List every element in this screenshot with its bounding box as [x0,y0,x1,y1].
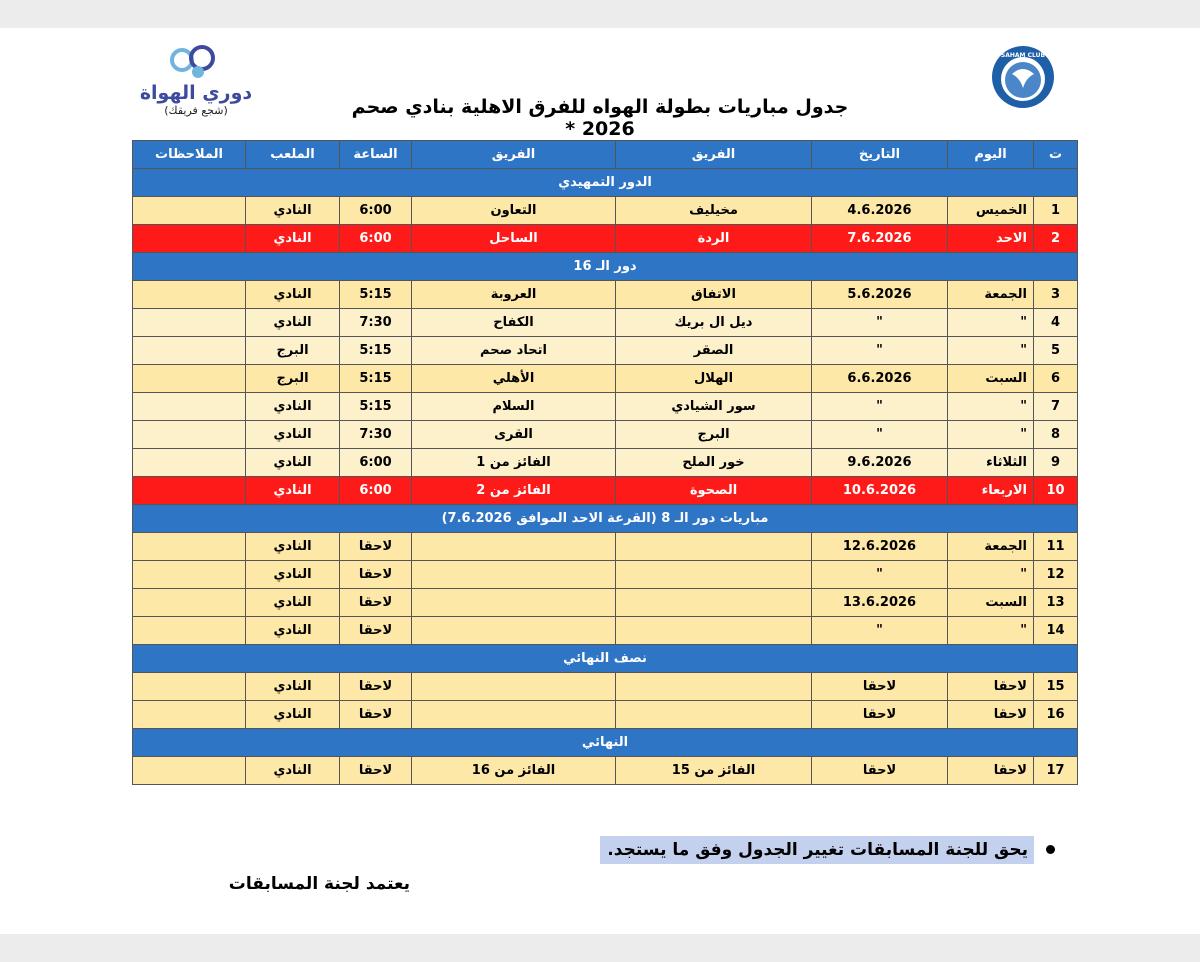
page-title: جدول مباريات بطولة الهواه للفرق الاهلية بنادي صحم 2026 * [351,96,849,140]
saham-club-logo [990,44,1056,110]
cell-notes [133,701,246,729]
cell-notes [133,561,246,589]
cell-venue: النادي [246,393,340,421]
cell-notes [133,673,246,701]
cell-date: 6.6.2026 [812,365,948,393]
league-slogan: (شجع فريقك) [164,104,228,117]
header-venue: الملعب [246,141,340,169]
cell-time: 6:00 [340,449,412,477]
cell-num: 5 [1034,337,1078,365]
cell-time: لاحقا [340,757,412,785]
cell-time: لاحقا [340,589,412,617]
cell-team2 [412,673,616,701]
section-title: النهائي [133,729,1078,757]
approval-signature: يعتمد لجنة المسابقات [228,874,410,894]
table-row [133,281,1078,309]
cell-date: لاحقا [812,673,948,701]
cell-notes [133,589,246,617]
cell-team2 [412,533,616,561]
header-notes: الملاحظات [133,141,246,169]
table-row [133,617,1078,645]
cell-notes [133,477,246,505]
cell-num: 9 [1034,449,1078,477]
cell-notes [133,281,246,309]
cell-team1 [616,617,812,645]
cell-time: 6:00 [340,477,412,505]
cell-notes [133,533,246,561]
table-header-row [133,141,1078,169]
cell-team2: الفائز من 2 [412,477,616,505]
cell-venue: النادي [246,225,340,253]
cell-venue: النادي [246,757,340,785]
cell-date: 13.6.2026 [812,589,948,617]
cell-time: 7:30 [340,309,412,337]
cell-team2: الفائز من 1 [412,449,616,477]
table-row [133,673,1078,701]
cell-day: الخميس [948,197,1034,225]
cell-day: الثلاثاء [948,449,1034,477]
cell-team2: التعاون [412,197,616,225]
cell-num: 15 [1034,673,1078,701]
cell-team2: اتحاد صحم [412,337,616,365]
section-title: مباريات دور الـ 8 (القرعة الاحد الموافق 7.6.2026) [133,505,1078,533]
cell-notes [133,757,246,785]
cell-venue: النادي [246,309,340,337]
table-row [133,197,1078,225]
cell-day: السبت [948,365,1034,393]
cell-notes [133,393,246,421]
cell-num: 14 [1034,617,1078,645]
cell-notes [133,617,246,645]
cell-team2: الساحل [412,225,616,253]
table-row [133,393,1078,421]
cell-num: 11 [1034,533,1078,561]
club-logo-text: SAHAM CLUB [1000,52,1046,59]
cell-team1: مخيليف [616,197,812,225]
cell-num: 16 [1034,701,1078,729]
schedule-change-note: يحق للجنة المسابقات تغيير الجدول وفق ما يستجد. [600,836,1034,864]
cell-date: 12.6.2026 [812,533,948,561]
cell-time: لاحقا [340,561,412,589]
cell-date: " [812,617,948,645]
cell-num: 2 [1034,225,1078,253]
cell-team2: الكفاح [412,309,616,337]
table-row [133,589,1078,617]
cell-venue: البرج [246,365,340,393]
cell-venue: البرج [246,337,340,365]
header-date: التاريخ [812,141,948,169]
cell-notes [133,225,246,253]
cell-date: " [812,421,948,449]
cell-date: " [812,561,948,589]
cell-venue: النادي [246,421,340,449]
section-row [133,169,1078,197]
cell-day: الجمعة [948,533,1034,561]
cell-day: لاحقا [948,757,1034,785]
cell-day: " [948,337,1034,365]
cell-team1: خور الملح [616,449,812,477]
cell-venue: النادي [246,281,340,309]
cell-team1 [616,701,812,729]
table-row [133,225,1078,253]
cell-team2: العروبة [412,281,616,309]
cell-team2: الأهلي [412,365,616,393]
cell-notes [133,421,246,449]
cell-notes [133,449,246,477]
cell-time: لاحقا [340,617,412,645]
cell-team1 [616,673,812,701]
cell-team1: ديل ال بريك [616,309,812,337]
cell-team1 [616,589,812,617]
cell-time: 5:15 [340,337,412,365]
cell-venue: النادي [246,701,340,729]
section-title: نصف النهائي [133,645,1078,673]
header-team1: الفريق [616,141,812,169]
cell-venue: النادي [246,449,340,477]
cell-time: لاحقا [340,701,412,729]
cell-num: 7 [1034,393,1078,421]
cell-date: لاحقا [812,757,948,785]
cell-time: 7:30 [340,421,412,449]
cell-day: الاربعاء [948,477,1034,505]
table-row [133,477,1078,505]
section-title: الدور التمهيدي [133,169,1078,197]
cell-time: 5:15 [340,393,412,421]
cell-team1: سور الشيادي [616,393,812,421]
section-title: دور الـ 16 [133,253,1078,281]
cell-num: 13 [1034,589,1078,617]
table-row [133,309,1078,337]
cell-team1: الردة [616,225,812,253]
cell-day: " [948,617,1034,645]
bullet-icon [1046,845,1055,854]
cell-time: 5:15 [340,281,412,309]
cell-team1: البرج [616,421,812,449]
cell-time: 6:00 [340,197,412,225]
schedule-table [132,140,1078,785]
league-emblem-icon [136,44,256,84]
cell-team2: القرى [412,421,616,449]
section-row [133,729,1078,757]
cell-day: " [948,393,1034,421]
cell-team1 [616,561,812,589]
table-row [133,337,1078,365]
cell-date: 9.6.2026 [812,449,948,477]
cell-team1: الهلال [616,365,812,393]
header-team2: الفريق [412,141,616,169]
cell-venue: النادي [246,197,340,225]
cell-time: لاحقا [340,533,412,561]
section-row [133,505,1078,533]
table-row [133,365,1078,393]
league-name: دوري الهواة [139,82,253,104]
cell-team1: الاتفاق [616,281,812,309]
table-row [133,561,1078,589]
cell-day: " [948,309,1034,337]
cell-date: لاحقا [812,701,948,729]
table-row [133,421,1078,449]
cell-venue: النادي [246,673,340,701]
cell-date: " [812,309,948,337]
cell-num: 8 [1034,421,1078,449]
cell-team2: السلام [412,393,616,421]
header-time: الساعة [340,141,412,169]
cell-team2 [412,701,616,729]
amateur-league-logo [136,44,256,118]
schedule-body [133,169,1078,785]
section-row [133,645,1078,673]
cell-day: لاحقا [948,701,1034,729]
cell-notes [133,365,246,393]
cell-time: 5:15 [340,365,412,393]
cell-team1: الصقر [616,337,812,365]
cell-num: 4 [1034,309,1078,337]
cell-date: " [812,393,948,421]
cell-venue: النادي [246,477,340,505]
cell-date: 7.6.2026 [812,225,948,253]
cell-date: 10.6.2026 [812,477,948,505]
cell-num: 10 [1034,477,1078,505]
table-row [133,701,1078,729]
cell-notes [133,197,246,225]
header-day: اليوم [948,141,1034,169]
cell-day: " [948,421,1034,449]
table-row [133,533,1078,561]
table-row [133,757,1078,785]
cell-date: 5.6.2026 [812,281,948,309]
cell-num: 3 [1034,281,1078,309]
cell-venue: النادي [246,561,340,589]
cell-venue: النادي [246,589,340,617]
cell-notes [133,309,246,337]
cell-num: 6 [1034,365,1078,393]
section-row [133,253,1078,281]
cell-day: لاحقا [948,673,1034,701]
cell-date: 4.6.2026 [812,197,948,225]
cell-venue: النادي [246,617,340,645]
cell-time: لاحقا [340,673,412,701]
cell-num: 17 [1034,757,1078,785]
cell-day: السبت [948,589,1034,617]
cell-team1: الصحوة [616,477,812,505]
cell-team1: الفائز من 15 [616,757,812,785]
cell-time: 6:00 [340,225,412,253]
header-num: ت [1034,141,1078,169]
cell-team1 [616,533,812,561]
cell-venue: النادي [246,533,340,561]
table-row [133,449,1078,477]
cell-day: الاحد [948,225,1034,253]
cell-date: " [812,337,948,365]
cell-day: الجمعة [948,281,1034,309]
cell-team2: الفائز من 16 [412,757,616,785]
cell-num: 12 [1034,561,1078,589]
cell-day: " [948,561,1034,589]
cell-notes [133,337,246,365]
cell-team2 [412,617,616,645]
cell-num: 1 [1034,197,1078,225]
cell-team2 [412,589,616,617]
cell-team2 [412,561,616,589]
